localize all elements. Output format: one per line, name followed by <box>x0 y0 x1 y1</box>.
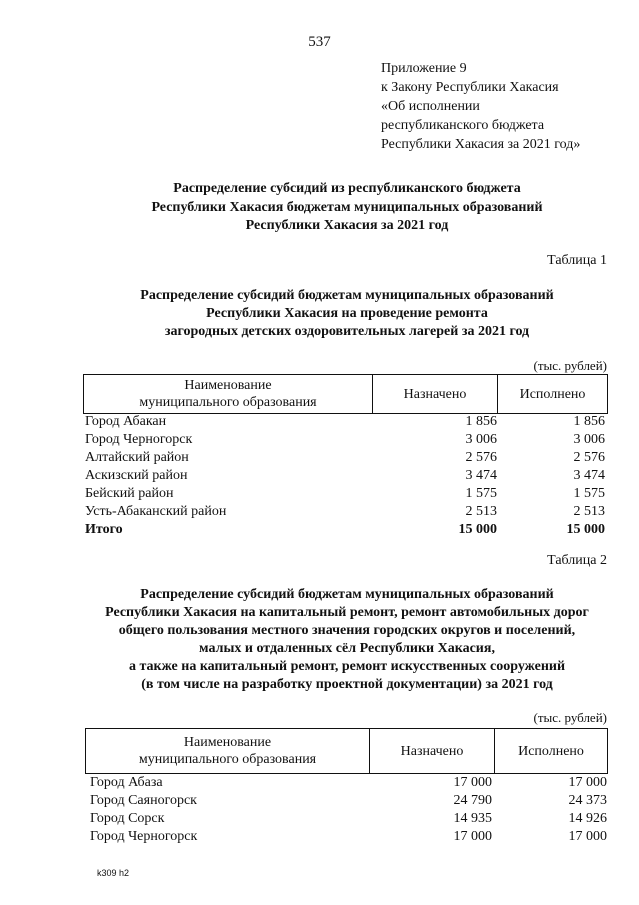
table-total-row <box>85 521 605 539</box>
row-executed: 17 000 <box>568 829 607 844</box>
row-executed: 1 856 <box>573 414 605 429</box>
table-row <box>85 449 605 467</box>
table2-units: (тыс. рублей) <box>533 710 607 725</box>
row-executed: 14 926 <box>568 811 607 826</box>
table1-units: (тыс. рублей) <box>533 358 607 373</box>
table2-title-line: (в том числе на разработку проектной документации) за 2021 год <box>141 677 553 692</box>
total-name: Итого <box>85 522 123 537</box>
page-number: 537 <box>308 34 331 50</box>
column-header-assigned: Назначено <box>373 375 498 414</box>
table-row <box>90 792 607 810</box>
row-assigned: 2 513 <box>465 504 497 519</box>
column-header-name: Наименование муниципального образования <box>86 729 370 774</box>
row-executed: 1 575 <box>573 486 605 501</box>
table2-header <box>85 728 608 774</box>
main-title-line: Распределение субсидий из республиканского бюджета <box>173 181 521 196</box>
table1-title-line: Республики Хакасия на проведение ремонта <box>206 306 488 321</box>
row-assigned: 17 000 <box>453 829 492 844</box>
row-assigned: 3 474 <box>465 468 497 483</box>
row-assigned: 17 000 <box>453 775 492 790</box>
footer-code: k309 h2 <box>97 868 130 878</box>
table2-title-line: общего пользования местного значения городских округов и поселений, <box>118 623 576 638</box>
appendix-line: Приложение 9 <box>381 61 467 76</box>
row-name: Город Черногорск <box>90 829 198 844</box>
table-row <box>90 810 607 828</box>
row-name: Бейский район <box>85 486 174 501</box>
row-name: Город Абаза <box>90 775 163 790</box>
table2-title-line: Распределение субсидий бюджетам муниципальных образований <box>140 587 554 602</box>
row-executed: 17 000 <box>568 775 607 790</box>
table-row <box>85 467 605 485</box>
row-assigned: 2 576 <box>465 450 497 465</box>
table1-title-line: Распределение субсидий бюджетам муниципальных образований <box>140 288 554 303</box>
table1-header <box>83 374 608 414</box>
table-row <box>85 503 605 521</box>
row-assigned: 24 790 <box>453 793 492 808</box>
row-executed: 3 474 <box>573 468 605 483</box>
table1-title-line: загородных детских оздоровительных лагерей за 2021 год <box>164 324 530 339</box>
table2-title-line: а также на капитальный ремонт, ремонт искусственных сооружений <box>128 659 566 674</box>
row-name: Алтайский район <box>85 450 189 465</box>
column-header-executed: Исполнено <box>498 375 608 414</box>
row-name: Город Сорск <box>90 811 165 826</box>
main-title-line: Республики Хакасия бюджетам муниципальных образований <box>151 200 543 215</box>
column-header-executed: Исполнено <box>495 729 608 774</box>
table-row <box>90 774 607 792</box>
table-row <box>90 828 607 846</box>
appendix-line: республиканского бюджета <box>381 118 545 133</box>
row-assigned: 3 006 <box>465 432 497 447</box>
table2-label: Таблица 2 <box>547 553 607 568</box>
column-header-name: Наименование муниципального образования <box>84 375 373 414</box>
table-row <box>85 431 605 449</box>
appendix-line: Республики Хакасия за 2021 год» <box>381 137 581 152</box>
column-header-assigned: Назначено <box>370 729 495 774</box>
row-executed: 2 576 <box>573 450 605 465</box>
table-row <box>85 413 605 431</box>
row-executed: 24 373 <box>568 793 607 808</box>
row-name: Город Абакан <box>85 414 167 429</box>
table2-title-line: Республики Хакасия на капитальный ремонт, ремонт автомобильных дорог <box>105 605 589 620</box>
appendix-line: «Об исполнении <box>381 99 480 114</box>
row-name: Город Саяногорск <box>90 793 197 808</box>
main-title-line: Республики Хакасия за 2021 год <box>245 218 449 233</box>
row-executed: 3 006 <box>573 432 605 447</box>
row-assigned: 1 856 <box>465 414 497 429</box>
row-assigned: 1 575 <box>465 486 497 501</box>
row-name: Усть-Абаканский район <box>85 504 227 519</box>
total-assigned: 15 000 <box>458 522 497 537</box>
row-name: Аскизский район <box>85 468 188 483</box>
row-assigned: 14 935 <box>453 811 492 826</box>
table2-title-line: малых и отдаленных сёл Республики Хакасия, <box>199 641 495 656</box>
table-row <box>85 485 605 503</box>
total-executed: 15 000 <box>566 522 605 537</box>
row-executed: 2 513 <box>573 504 605 519</box>
appendix-block <box>381 59 580 154</box>
row-name: Город Черногорск <box>85 432 193 447</box>
appendix-line: к Закону Республики Хакасия <box>381 80 559 95</box>
table1-label: Таблица 1 <box>547 253 607 268</box>
